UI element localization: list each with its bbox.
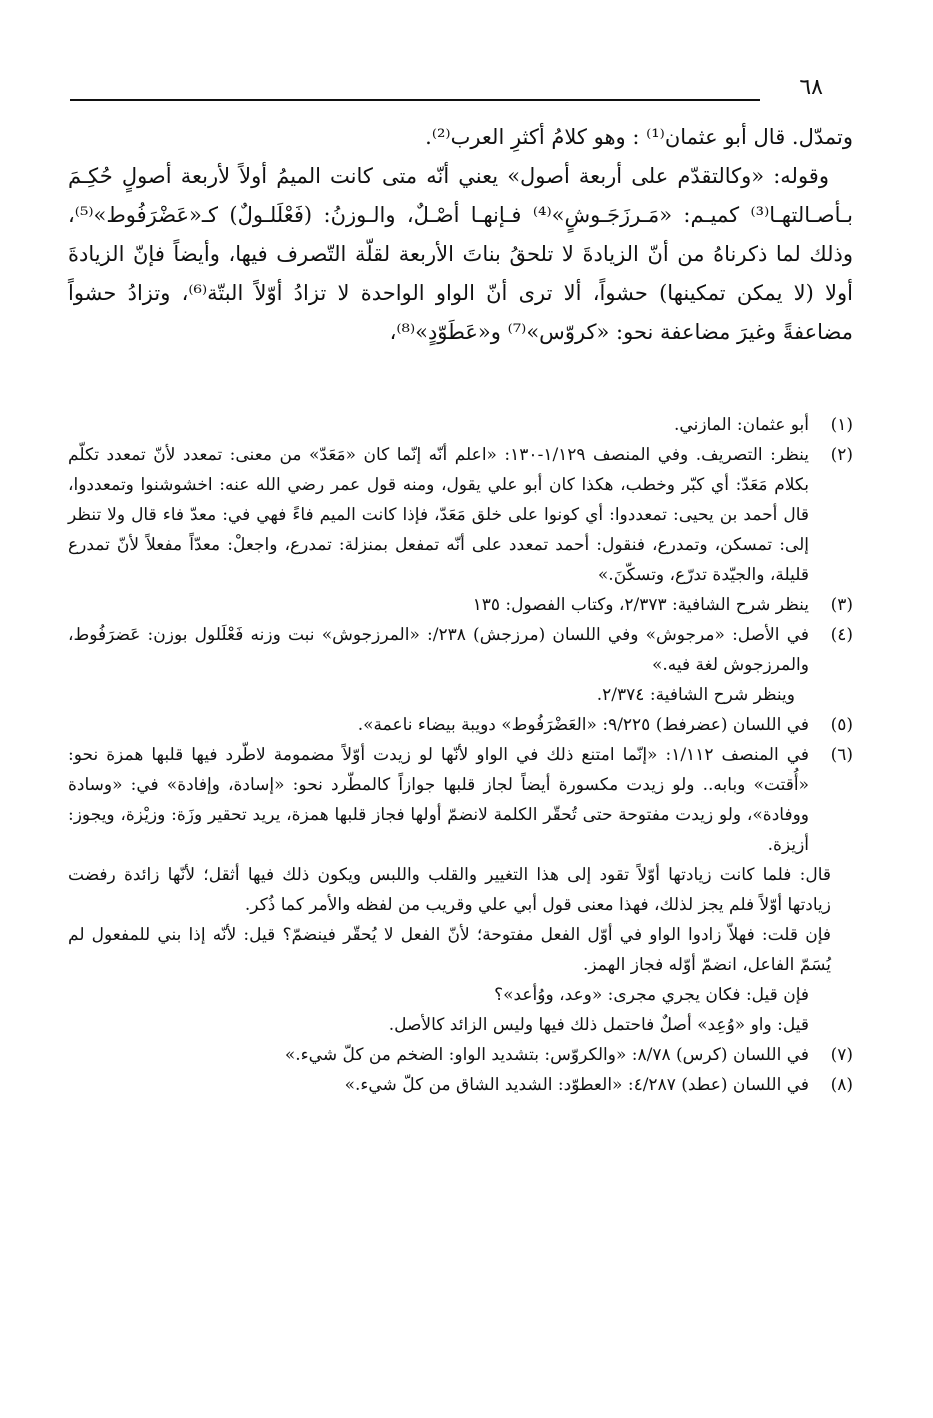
footnote-number: (٢) xyxy=(830,445,853,465)
footnote-line: في المنصف ١/١١٢: «إنّما امتنع ذلك في الواو لأنّها لو زيدت أوّلاً مضمومة لاطّرد فيها قلبها همزة نحو: «أُقتت» وبابه.. ولو زيدت مكسورة أيضاً لجاز قلبها جوازاً كالمطّرد نحو: «إسادة، وإفادة» في: «وسادة ووفادة»، ولو زيدت مفتوحة حتى تُحقّر الكلمة لانضمّ أولها فجاز قلبها همزة، يريد تحقير وزَة: وزيْزة، ويجوز: أزيزة. xyxy=(68,745,809,855)
footnote-number: (٨) xyxy=(830,1075,853,1095)
footnotes xyxy=(68,410,853,1100)
footnote-1 xyxy=(68,410,853,440)
footnote-continuation: قيل: واو «وُعِد» أصلٌ فاحتمل ذلك فيها وليس الزائد كالأصل. xyxy=(388,1015,809,1035)
footnote-number: (٥) xyxy=(830,715,853,735)
footnote-line: ينظر: التصريف. وفي المنصف ١/١٢٩-١٣٠: «اعلم أنّه إنّما كان «مَعَدّ» من معنى: تمعدد لأنّ تمعدد تكلّم بكلام مَعَدّ: أي كبّر وخطب، هكذا كان أبو علي يقول، ومنه قول عمر رضي الله عنه: اخشوشنوا وتمعددوا، قال أحمد بن يحيى: تمعددوا: أي كونوا على خلق مَعَدّ، فإذا كانت الميم فاءً فهي في: معدّ فاء قال ولا تنظر إلى: تمسكن، وتمدرع، فنقول: أحمد تمعدد على أنّه تمفعل بمنزلة: تمدرع، واجعلْ: معدّاً مفعلاً لأنّ تمدرع قليلة، والجيّدة تدرّع، وتسكّنَ.» xyxy=(68,445,809,585)
footnote-continuation: فإن قيل: فكان يجري مجرى: «وعد، ووُأعد»؟ xyxy=(494,985,809,1005)
footnote-6 xyxy=(68,740,853,860)
main-text xyxy=(68,118,853,352)
footnote-4 xyxy=(68,620,853,710)
page-number: ٦٨ xyxy=(799,75,823,100)
footnote-text xyxy=(68,1070,809,1100)
header-rule xyxy=(70,99,760,101)
footnote-text xyxy=(68,620,809,710)
footnote-2 xyxy=(68,440,853,590)
footnote-line: في الأصل: «مرجوش» وفي اللسان (مرزجش) ٢٣٨/: «المرزجوش» نبت وزنه فَعْلَلول بوزن: عَضرَفُوط، والمرزجوش لغة فيه.» xyxy=(68,625,809,675)
footnote-number: (٤) xyxy=(830,625,853,645)
footnote-text xyxy=(68,710,809,740)
footnote-text xyxy=(68,410,809,440)
footnote-number: (٦) xyxy=(830,745,853,765)
footnote-8 xyxy=(68,1070,853,1100)
footnote-line: ينظر شرح الشافية: ٢/٣٧٣، وكتاب الفصول: ١٣٥ xyxy=(472,595,809,615)
footnote-text xyxy=(68,440,809,590)
footnote-subline: وينظر شرح الشافية: ٢/٣٧٤. xyxy=(596,685,795,705)
footnote-line: في اللسان (عطد) ٤/٢٨٧: «العطوّد: الشديد الشاق من كلّ شيء.» xyxy=(344,1075,809,1095)
footnote-number: (٧) xyxy=(830,1045,853,1065)
footnote-number: (٣) xyxy=(830,595,853,615)
footnote-line: في اللسان (كرس) ٨/٧٨: «والكروّس: بتشديد الواو: الضخم من كلّ شيء.» xyxy=(284,1045,809,1065)
footnote-number: (١) xyxy=(830,415,853,435)
footnote-text xyxy=(68,740,809,860)
footnote-7 xyxy=(68,1040,853,1070)
paragraph: وتمدّل. قال أبو عثمان⁽¹⁾ : وهو كلامُ أكثرِ العرب⁽²⁾. xyxy=(425,125,853,149)
footnote-text xyxy=(68,1040,809,1070)
footnote-line: في اللسان (عضرفط) ٩/٢٢٥: «العَضْرَفُوط» دويبة بيضاء ناعمة». xyxy=(357,715,809,735)
footnote-continuation: قال: فلما كانت زيادتها أوّلاً تقود إلى هذا التغيير والقلب واللبس ويكون ذلك فيها أثقل؛ لأنّها زائدة رفضت زيادتها أوّلاً فلم يجز لذلك، فهذا معنى قول أبي علي وقريب من لفظه والأمر كما ذُكر. xyxy=(68,865,831,915)
footnote-continuation: فإن قلت: فهلاّ زادوا الواو في أوّل الفعل مفتوحة؛ لأنّ الفعل لا يُحقّر فينضمّ؟ قيل: لأنّه إذا بني للمفعول لم يُسَمّ الفاعل، انضمّ أوّله فجاز الهمز. xyxy=(68,925,831,975)
footnote-3 xyxy=(68,590,853,620)
footnote-5 xyxy=(68,710,853,740)
footnote-text xyxy=(68,590,809,620)
footnote-line: أبو عثمان: المازني. xyxy=(674,415,809,435)
paragraph: وقوله: «وكالتقدّم على أربعة أصول» يعني أنّه متى كانت الميمُ أولاً لأربعة أصولٍ حُكِـمَ بـأصـالتهـا⁽³⁾ كميـم: «مَـرزَجَـوشٍ»⁽⁴⁾ فـإنهـا أصْـلٌ، والـوزنُ: (فَعْلَلـولٌ) كـ«عَضْرَفُوط»⁽⁵⁾، وذلك لما ذكرناهُ من أنّ الزيادةَ لا تلحقُ بناتَ الأربعة لقلّة التّصرف فيها، وأيضاً فإنّ الزيادةَ أولا (لا يمكن تمكينها) حشواً، ألا ترى أنّ الواو الواحدة لا تزادُ أوّلاً البتّة⁽⁶⁾، وتزادُ حشواً مضاعفةً وغيرَ مضاعفة نحو: «كروّس»⁽⁷⁾ و«عَطَوّدٍ»⁽⁸⁾، xyxy=(68,164,853,344)
